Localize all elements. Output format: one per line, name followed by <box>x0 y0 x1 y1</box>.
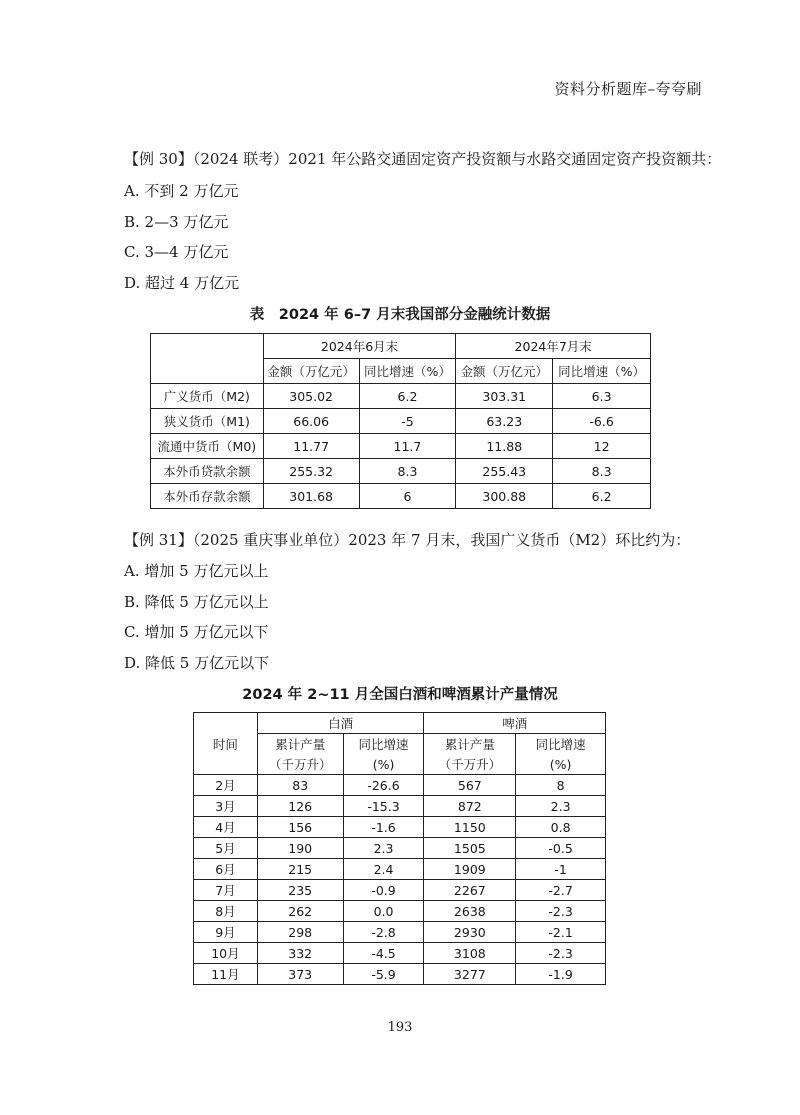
table-row <box>194 943 606 964</box>
column-header: 金额（万亿元） <box>263 359 359 384</box>
table-cell: 262 <box>257 901 343 922</box>
table-cell: 332 <box>257 943 343 964</box>
column-header-unit: （千万升） <box>257 754 343 775</box>
row-label: 11月 <box>194 964 258 985</box>
table-row <box>194 964 606 985</box>
table-cell: -5.9 <box>343 964 424 985</box>
table-cell: -0.5 <box>516 838 606 859</box>
table-cell: -1 <box>516 859 606 880</box>
q31-option-d: D. 降低 5 万亿元以下 <box>124 654 270 672</box>
table-cell: -1.9 <box>516 964 606 985</box>
table-row <box>151 384 651 409</box>
row-label: 7月 <box>194 880 258 901</box>
table-cell: 298 <box>257 922 343 943</box>
table-cell: 63.23 <box>456 409 553 434</box>
table-cell: 2267 <box>424 880 516 901</box>
table-cell: 255.32 <box>263 459 359 484</box>
row-label: 本外币存款余额 <box>151 484 264 509</box>
table-cell: 300.88 <box>456 484 553 509</box>
table2-caption: 2024 年 2~11 月全国白酒和啤酒累计产量情况 <box>242 687 558 703</box>
table-cell: 301.68 <box>263 484 359 509</box>
table-cell: 305.02 <box>263 384 359 409</box>
table-cell: 8.3 <box>359 459 456 484</box>
column-header-unit: （千万升） <box>424 754 516 775</box>
table-cell: 1505 <box>424 838 516 859</box>
table-corner-cell <box>151 334 264 384</box>
table-cell: -2.1 <box>516 922 606 943</box>
table-cell: -6.6 <box>553 409 651 434</box>
column-group-header: 2024年7月末 <box>456 334 651 359</box>
table-cell: 567 <box>424 775 516 796</box>
table-cell: 2.3 <box>343 838 424 859</box>
financial-stats-table <box>150 333 651 509</box>
table-cell: -2.8 <box>343 922 424 943</box>
table-row <box>194 922 606 943</box>
table-cell: 215 <box>257 859 343 880</box>
table-header-row <box>151 334 651 359</box>
row-label: 10月 <box>194 943 258 964</box>
table-cell: 1909 <box>424 859 516 880</box>
column-header: 同比增速 <box>343 734 424 755</box>
table-cell: -5 <box>359 409 456 434</box>
table-cell: 2.3 <box>516 796 606 817</box>
table-row <box>151 409 651 434</box>
table-cell: 0.8 <box>516 817 606 838</box>
table-cell: -15.3 <box>343 796 424 817</box>
table-row <box>194 838 606 859</box>
table-cell: 6.2 <box>553 484 651 509</box>
table-cell: 190 <box>257 838 343 859</box>
table-cell: 235 <box>257 880 343 901</box>
table-cell: -4.5 <box>343 943 424 964</box>
table-row <box>194 859 606 880</box>
column-header: 累计产量 <box>257 734 343 755</box>
table-cell: 8 <box>516 775 606 796</box>
table-cell: 126 <box>257 796 343 817</box>
table-cell: 6 <box>359 484 456 509</box>
table-cell: 255.43 <box>456 459 553 484</box>
table-cell: -2.7 <box>516 880 606 901</box>
table-cell: 83 <box>257 775 343 796</box>
table-cell: -2.3 <box>516 901 606 922</box>
q30-option-c: C. 3—4 万亿元 <box>124 243 229 261</box>
table-cell: 373 <box>257 964 343 985</box>
table-cell: -0.9 <box>343 880 424 901</box>
row-label: 2月 <box>194 775 258 796</box>
q30-option-d: D. 超过 4 万亿元 <box>124 274 240 292</box>
question-30-stem: 【例 30】（2024 联考）2021 年公路交通固定资产投资额与水路交通固定资产投资额共： <box>124 150 722 168</box>
column-group-header: 白酒 <box>257 713 424 734</box>
q31-option-c: C. 增加 5 万亿元以下 <box>124 623 269 641</box>
table-cell: 11.77 <box>263 434 359 459</box>
table-cell: 8.3 <box>553 459 651 484</box>
q30-option-b: B. 2—3 万亿元 <box>124 213 229 231</box>
liquor-production-table <box>193 712 606 985</box>
column-header-unit: (%) <box>343 754 424 775</box>
row-label: 9月 <box>194 922 258 943</box>
table-cell: 3277 <box>424 964 516 985</box>
table-row <box>151 484 651 509</box>
table-cell: 3108 <box>424 943 516 964</box>
table-cell: 1150 <box>424 817 516 838</box>
table-cell: 156 <box>257 817 343 838</box>
column-header: 同比增速（%） <box>553 359 651 384</box>
column-header-unit: (%) <box>516 754 606 775</box>
column-header: 累计产量 <box>424 734 516 755</box>
table-cell: -2.3 <box>516 943 606 964</box>
question-31-stem: 【例 31】（2025 重庆事业单位）2023 年 7 月末，我国广义货币（M2）环比约为： <box>124 531 691 549</box>
column-header: 同比增速（%） <box>359 359 456 384</box>
table-cell: 11.7 <box>359 434 456 459</box>
row-label: 狭义货币（M1) <box>151 409 264 434</box>
time-column-header: 时间 <box>194 713 258 775</box>
table-cell: 2.4 <box>343 859 424 880</box>
table-cell: 872 <box>424 796 516 817</box>
table-cell: -26.6 <box>343 775 424 796</box>
row-label: 广义货币（M2) <box>151 384 264 409</box>
column-group-header: 啤酒 <box>424 713 606 734</box>
row-label: 流通中货币（M0) <box>151 434 264 459</box>
table-cell: 303.31 <box>456 384 553 409</box>
table-cell: 2930 <box>424 922 516 943</box>
table-cell: 11.88 <box>456 434 553 459</box>
table-row <box>194 880 606 901</box>
row-label: 本外币贷款余额 <box>151 459 264 484</box>
table-row <box>194 775 606 796</box>
q31-option-b: B. 降低 5 万亿元以上 <box>124 593 269 611</box>
row-label: 6月 <box>194 859 258 880</box>
q31-option-a: A. 增加 5 万亿元以上 <box>124 562 269 580</box>
row-label: 5月 <box>194 838 258 859</box>
column-header: 金额（万亿元） <box>456 359 553 384</box>
table-cell: -1.6 <box>343 817 424 838</box>
table-row <box>194 817 606 838</box>
column-group-header: 2024年6月末 <box>263 334 456 359</box>
table-row <box>151 434 651 459</box>
table-row <box>151 459 651 484</box>
q30-option-a: A. 不到 2 万亿元 <box>124 182 239 200</box>
column-header: 同比增速 <box>516 734 606 755</box>
table-row <box>194 796 606 817</box>
table-cell: 12 <box>553 434 651 459</box>
table1-caption: 表 2024 年 6–7 月末我国部分金融统计数据 <box>249 307 551 323</box>
table-cell: 0.0 <box>343 901 424 922</box>
running-header: 资料分析题库–夸夸刷 <box>554 80 702 98</box>
row-label: 4月 <box>194 817 258 838</box>
table-cell: 6.2 <box>359 384 456 409</box>
page-number: 193 <box>387 1020 413 1035</box>
table-row <box>194 901 606 922</box>
table-header-row <box>194 713 606 734</box>
table-cell: 2638 <box>424 901 516 922</box>
table-cell: 66.06 <box>263 409 359 434</box>
table-cell: 6.3 <box>553 384 651 409</box>
row-label: 8月 <box>194 901 258 922</box>
row-label: 3月 <box>194 796 258 817</box>
